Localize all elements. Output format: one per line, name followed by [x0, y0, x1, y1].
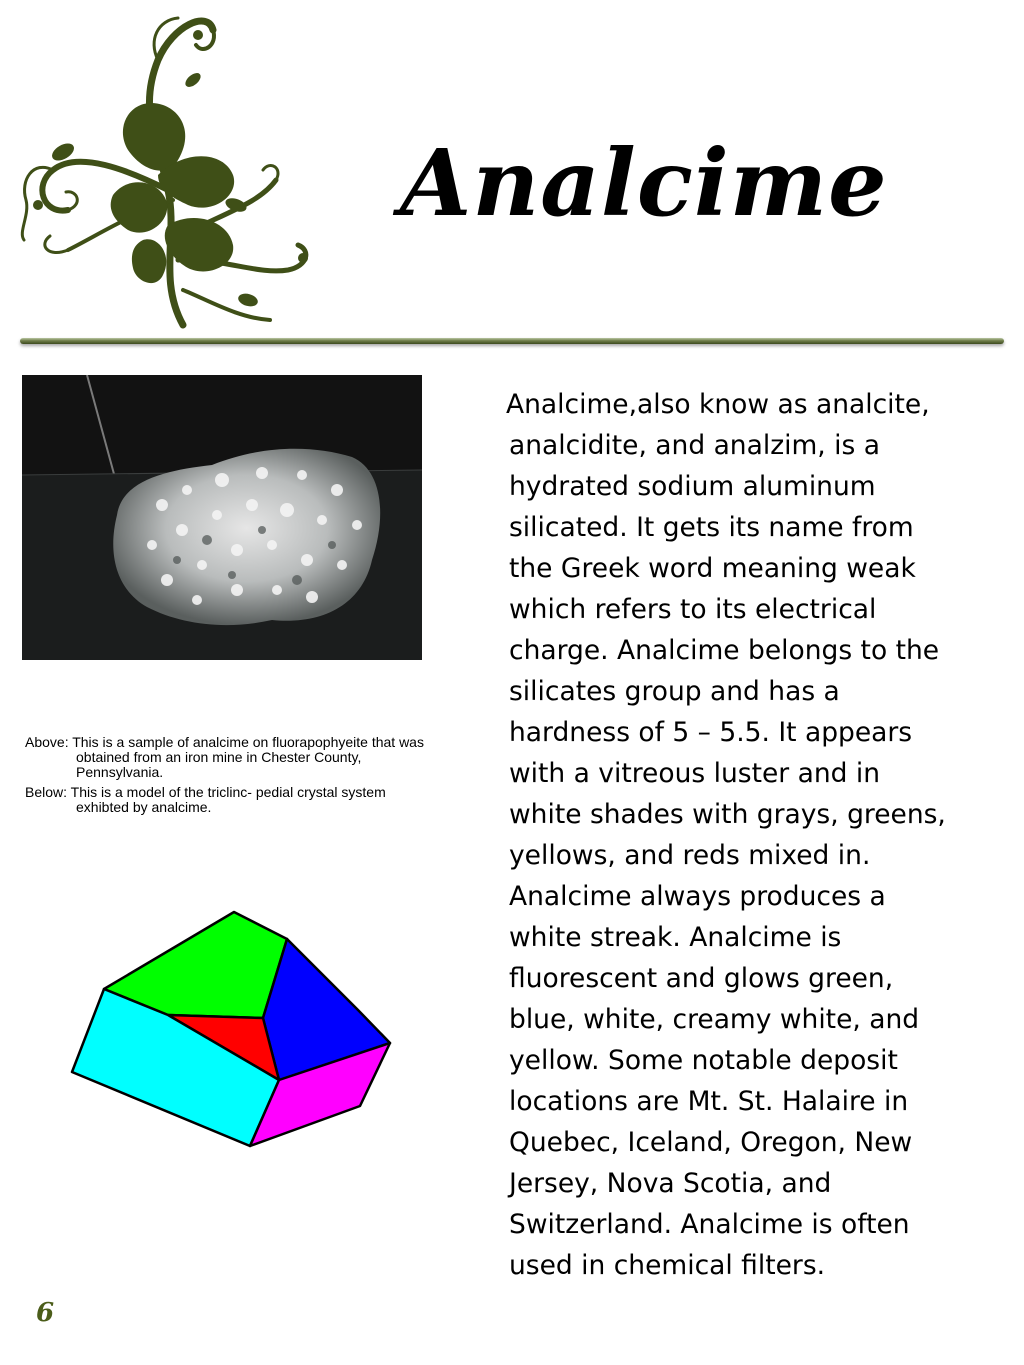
- crystal-model-icon: [68, 910, 398, 1150]
- mineral-photo: [22, 375, 422, 660]
- caption-below: Below: This is a model of the triclinc- pedial crystal system exhibted by analcime.: [25, 784, 386, 815]
- caption-block: [25, 735, 425, 820]
- caption-above: Above: This is a sample of analcime on fluorapophyeite that was obtained from an iron mine in Chester County, Pennsylvania.: [25, 734, 424, 780]
- page-number: 6: [36, 1298, 55, 1328]
- page-title: Analcime: [400, 129, 888, 237]
- title-divider: [20, 338, 1004, 344]
- body-text: Analcime,also know as analcite, analcidite, and analzim, is a hydrated sodium aluminum silicated. It gets its name from the Greek word meaning weak which refers to its electrical charge. Analcime belongs to the silicates group and has a hardness of 5 – 5.5. It appears with a vitreous luster and in white shades with grays, greens, yellows, and reds mixed in. Analcime always produces a white streak. Analcime is fluorescent and glows green, blue, white, creamy white, and yellow. Some notable deposit locations are Mt. St. Halaire in Quebec, Iceland, Oregon, New Jersey, Nova Scotia, and Switzerland. Analcime is often used in chemical filters.: [506, 389, 946, 1281]
- floral-swirl-icon: [8, 0, 328, 335]
